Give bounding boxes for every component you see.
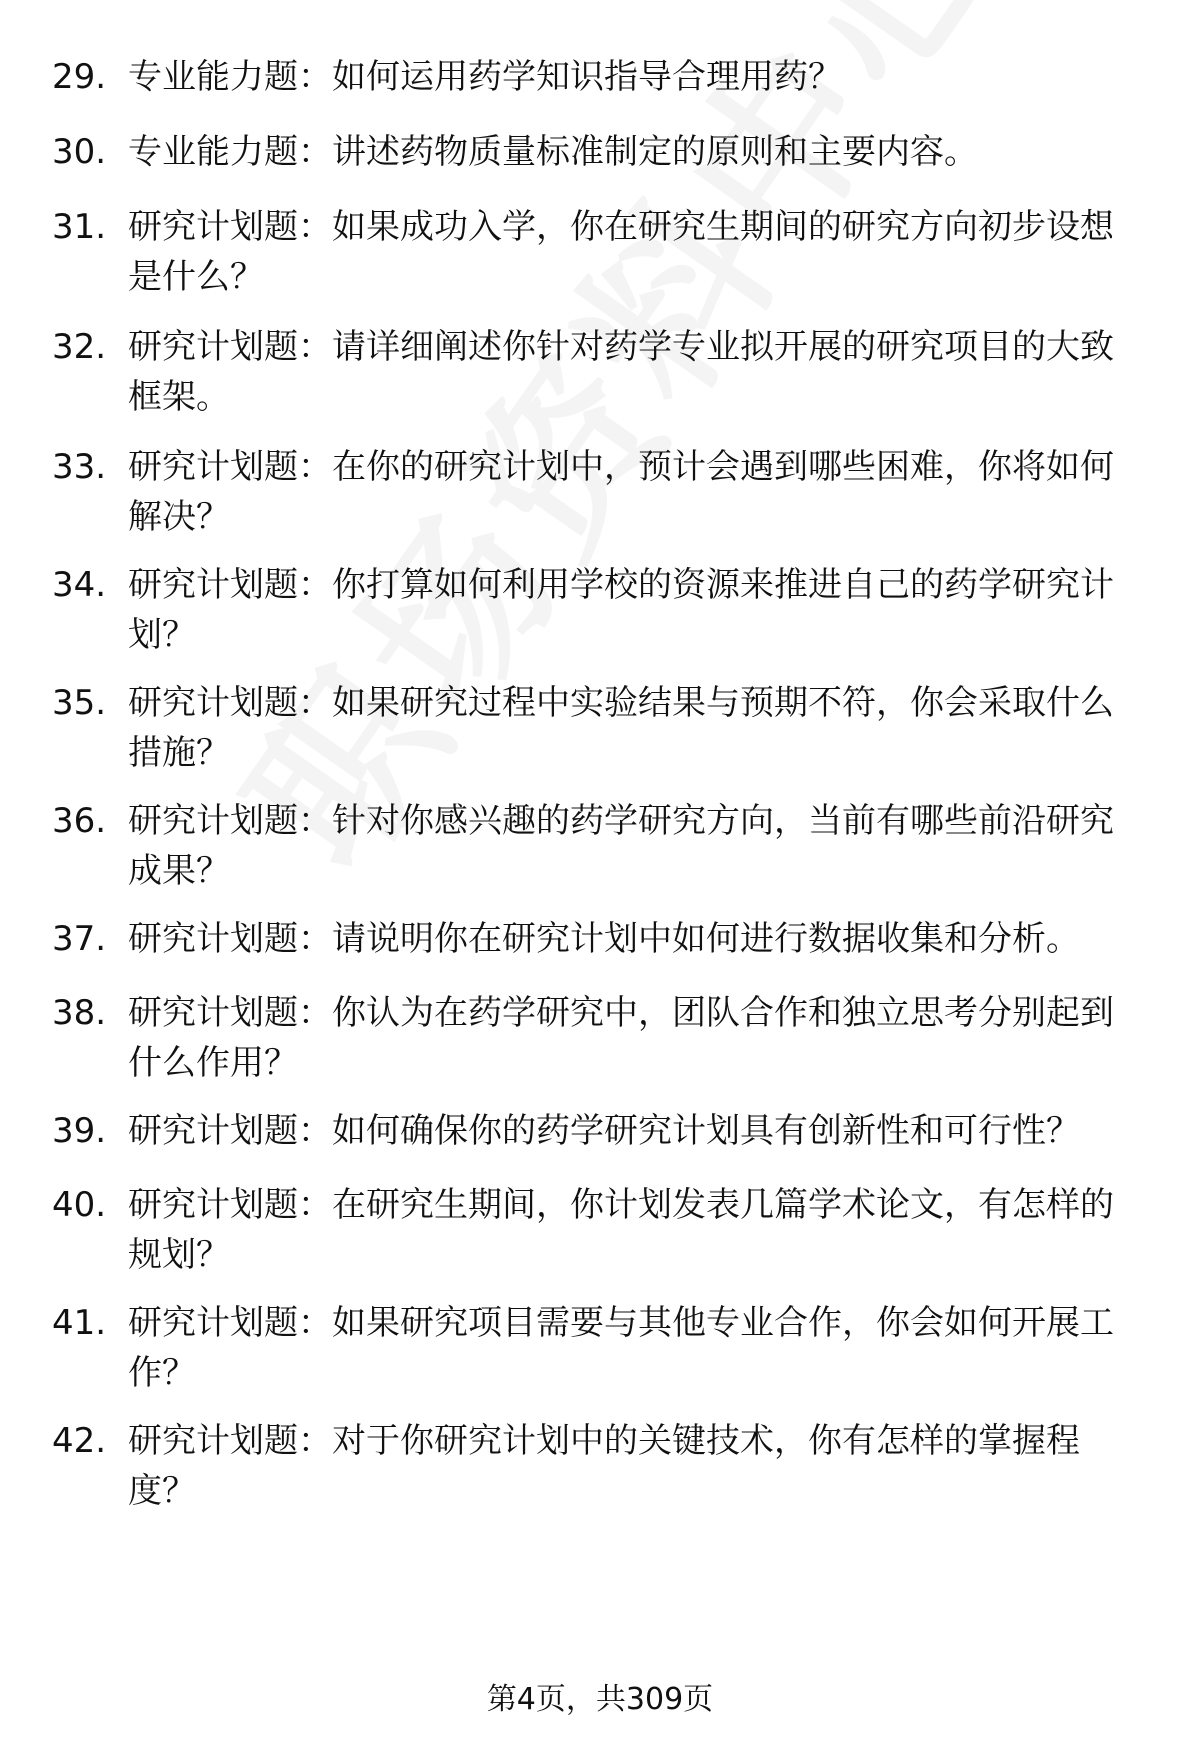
question-number: 34. <box>52 565 107 605</box>
question-number: 41. <box>52 1303 107 1343</box>
question-body <box>128 202 1138 302</box>
question-number: 39. <box>52 1111 107 1151</box>
question-category: 研究计划题： <box>128 1185 332 1225</box>
question-text: 如果研究过程中实验结果与预期不符，你会采取什么措施？ <box>128 683 1114 773</box>
question-body <box>128 1106 1138 1156</box>
question-number: 31. <box>52 207 107 247</box>
question-text: 你认为在药学研究中，团队合作和独立思考分别起到什么作用？ <box>128 993 1114 1083</box>
question-category: 研究计划题： <box>128 327 332 367</box>
page-footer: 第4页，共309页 <box>486 1682 714 1717</box>
question-number: 38. <box>52 993 107 1033</box>
question-text: 在你的研究计划中，预计会遇到哪些困难，你将如何解决？ <box>128 447 1114 537</box>
question-category: 研究计划题： <box>128 919 332 959</box>
question-text: 请详细阐述你针对药学专业拟开展的研究项目的大致框架。 <box>128 327 1114 417</box>
question-number: 37. <box>52 919 107 959</box>
question-category: 研究计划题： <box>128 801 332 841</box>
question-body <box>128 560 1138 660</box>
question-body <box>128 1298 1138 1398</box>
question-category: 研究计划题： <box>128 1421 332 1461</box>
question-text: 针对你感兴趣的药学研究方向，当前有哪些前沿研究成果？ <box>128 801 1114 891</box>
question-category: 研究计划题： <box>128 565 332 605</box>
question-category: 研究计划题： <box>128 207 332 247</box>
question-category: 研究计划题： <box>128 447 332 487</box>
question-body <box>128 796 1138 896</box>
question-text: 如何确保你的药学研究计划具有创新性和可行性？ <box>332 1111 1080 1151</box>
question-body <box>128 1416 1138 1516</box>
question-category: 研究计划题： <box>128 1111 332 1151</box>
question-text: 你打算如何利用学校的资源来推进自己的药学研究计划？ <box>128 565 1114 655</box>
question-text: 如果研究项目需要与其他专业合作，你会如何开展工作？ <box>128 1303 1114 1393</box>
question-text: 对于你研究计划中的关键技术，你有怎样的掌握程度？ <box>128 1421 1080 1511</box>
question-number: 33. <box>52 447 107 487</box>
question-number: 42. <box>52 1421 107 1461</box>
question-number: 29. <box>52 57 107 97</box>
question-number: 40. <box>52 1185 107 1225</box>
question-number: 30. <box>52 132 107 172</box>
question-body <box>128 127 1138 177</box>
question-category: 专业能力题： <box>128 57 332 97</box>
question-text: 请说明你在研究计划中如何进行数据收集和分析。 <box>332 919 1080 959</box>
question-body <box>128 988 1138 1088</box>
question-category: 研究计划题： <box>128 993 332 1033</box>
question-body <box>128 1180 1138 1280</box>
question-text: 如何运用药学知识指导合理用药？ <box>332 57 842 97</box>
question-text: 在研究生期间，你计划发表几篇学术论文，有怎样的规划？ <box>128 1185 1114 1275</box>
question-number: 36. <box>52 801 107 841</box>
question-body <box>128 322 1138 422</box>
question-number: 35. <box>52 683 107 723</box>
question-category: 研究计划题： <box>128 1303 332 1343</box>
question-category: 研究计划题： <box>128 683 332 723</box>
question-number: 32. <box>52 327 107 367</box>
question-body <box>128 678 1138 778</box>
question-body <box>128 52 1138 102</box>
question-body <box>128 914 1138 964</box>
question-text: 讲述药物质量标准制定的原则和主要内容。 <box>332 132 978 172</box>
question-text: 如果成功入学，你在研究生期间的研究方向初步设想是什么？ <box>128 207 1114 297</box>
question-category: 专业能力题： <box>128 132 332 172</box>
question-body <box>128 442 1138 542</box>
